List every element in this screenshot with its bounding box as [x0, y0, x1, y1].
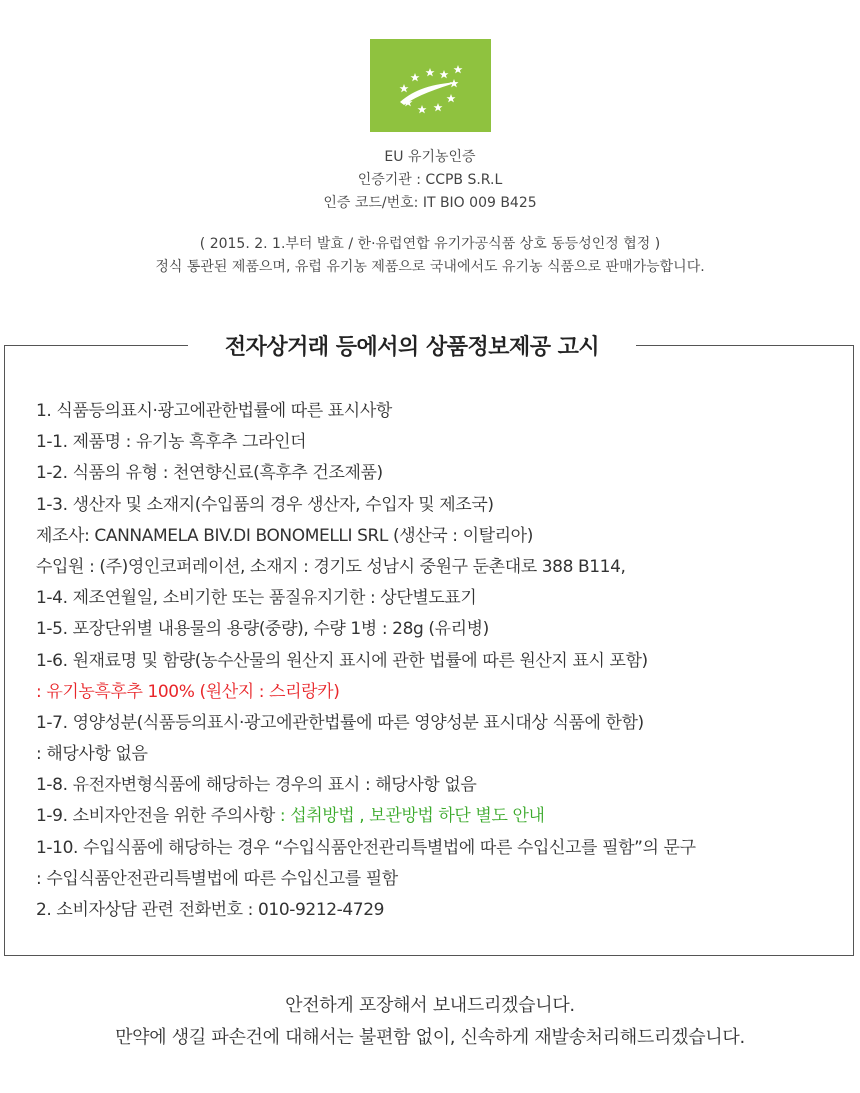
notice-item-text: : 유기농흑후추 100% (원산지 : 스리랑카): [36, 681, 340, 702]
eu-organic-logo: [370, 39, 491, 132]
notice-item-text: 1-8. 유전자변형식품에 해당하는 경우의 표시 : 해당사항 없음: [36, 775, 477, 796]
notice-item-text: 1-5. 포장단위별 내용물의 용량(중량), 수량 1병 : 28g (유리병): [36, 619, 489, 640]
cert-code: 인증 코드/번호: IT BIO 009 B425: [323, 195, 537, 211]
notice-item-text: 1-4. 제조연월일, 소비기한 또는 품질유지기한 : 상단별도표기: [36, 588, 477, 609]
notice-item-text: 1-10. 수입식품에 해당하는 경우 “수입식품안전관리특별법에 따른 수입신고를 필함”의 문구: [36, 837, 696, 858]
equivalence-note: [0, 233, 860, 279]
notice-item: [36, 708, 836, 739]
notice-item: [36, 864, 836, 895]
notice-item-text: 1-2. 식품의 유형 : 천연향신료(흑후추 건조제품): [36, 463, 383, 484]
notice-item-text: 1-6. 원재료명 및 함량(농수산물의 원산지 표시에 관한 법률에 따른 원산지 표시 포함): [36, 650, 648, 671]
notice-item-text: : 해당사항 없음: [36, 744, 148, 765]
note-line-2: 정식 통관된 제품으며, 유럽 유기농 제품으로 국내에서도 유기농 식품으로 판매가능합니다.: [155, 259, 705, 275]
notice-item: [36, 739, 836, 770]
closing-message: [0, 990, 860, 1054]
notice-item: [36, 677, 836, 708]
notice-item-text: 1-7. 영양성분(식품등의표시·광고에관한법률에 따른 영양성분 표시대상 식품에 한함): [36, 712, 644, 733]
note-line-1: ( 2015. 2. 1.부터 발효 / 한·유럽연합 유기가공식품 상호 동등성인정 협정 ): [199, 236, 661, 252]
notice-item: [36, 521, 836, 552]
cert-agency: 인증기관 : CCPB S.R.L: [357, 172, 503, 188]
notice-item: [36, 833, 836, 864]
notice-item: [36, 895, 836, 926]
notice-item: [36, 552, 836, 583]
notice-item-highlight: : 섭취방법 , 보관방법 하단 별도 안내: [274, 806, 545, 827]
closing-line-1: 안전하게 포장해서 보내드리겠습니다.: [285, 995, 575, 1016]
notice-item: [36, 396, 836, 427]
notice-item-text: 2. 소비자상담 관련 전화번호 : 010-9212-4729: [36, 900, 385, 920]
notice-item-text: : 수입식품안전관리특별법에 따른 수입신고를 필함: [36, 868, 398, 889]
box-top-border-right: [636, 345, 854, 346]
notice-item: [36, 614, 836, 645]
notice-item-list: [36, 396, 836, 926]
notice-item: [36, 801, 836, 832]
notice-item-text: 1-1. 제품명 : 유기농 흑후추 그라인더: [36, 432, 307, 453]
closing-line-2: 만약에 생길 파손건에 대해서는 불편함 없이, 신속하게 재발송처리해드리겠습니다.: [115, 1027, 745, 1048]
notice-item: [36, 427, 836, 458]
notice-item-text: 1-3. 생산자 및 소재지(수입품의 경우 생산자, 수입자 및 제조국): [36, 494, 494, 515]
notice-item: [36, 646, 836, 677]
certification-info: [0, 146, 860, 215]
notice-item-text: 1. 식품등의표시·광고에관한법률에 따른 표시사항: [36, 401, 392, 421]
notice-title: 전자상거래 등에서의 상품정보제공 고시: [224, 335, 600, 360]
notice-item: [36, 770, 836, 801]
notice-item: [36, 458, 836, 489]
notice-item: [36, 490, 836, 521]
notice-item-text: 1-9. 소비자안전을 위한 주의사항: [36, 806, 275, 827]
notice-item-text: 제조사: CANNAMELA BIV.DI BONOMELLI SRL (생산국 : 이탈리아): [36, 525, 533, 546]
cert-title: EU 유기농인증: [384, 149, 476, 165]
eu-leaf-icon: [370, 39, 491, 132]
notice-item: [36, 583, 836, 614]
box-top-border-left: [4, 345, 188, 346]
notice-item-text: 수입원 : (주)영인코퍼레이션, 소재지 : 경기도 성남시 중원구 둔촌대로 388 B114,: [36, 556, 626, 577]
